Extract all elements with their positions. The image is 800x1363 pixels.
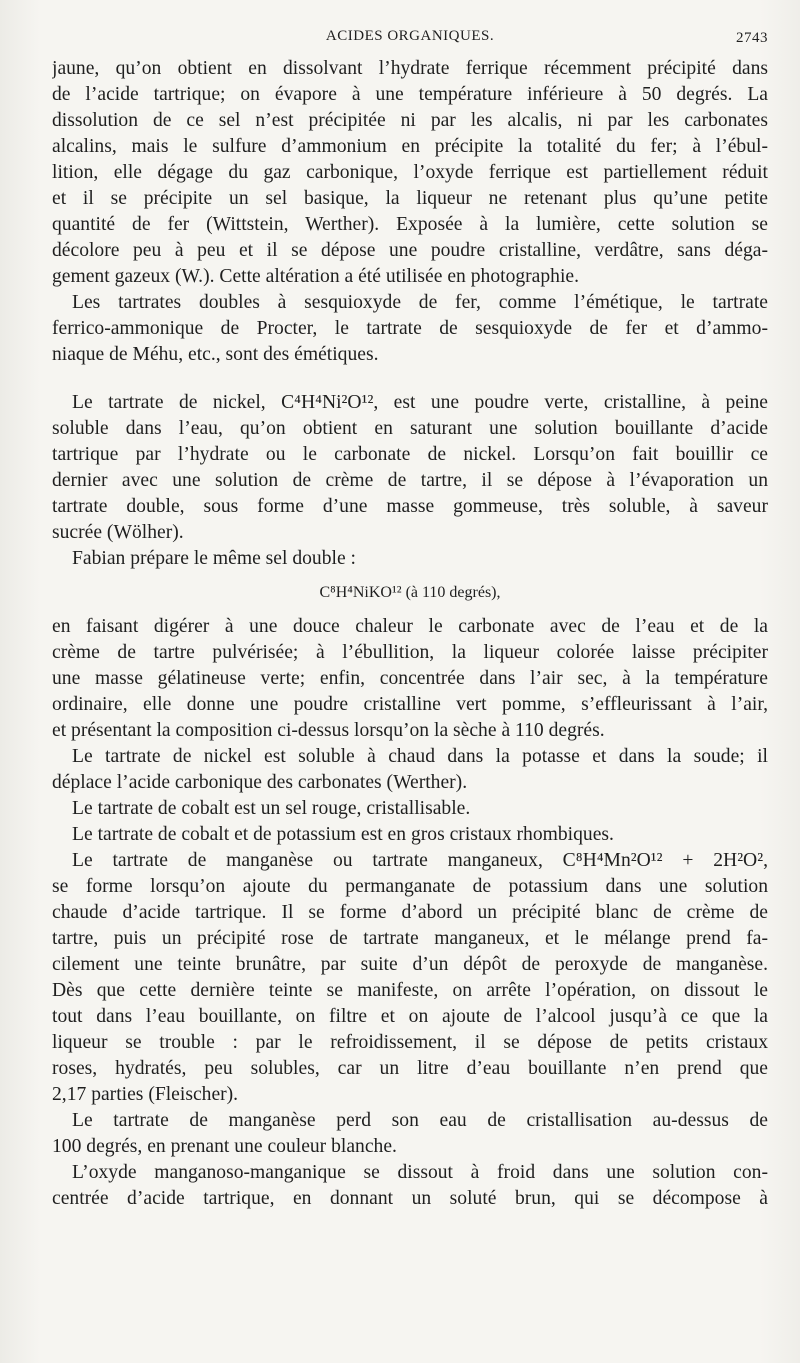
text-line: cilement une teinte brunâtre, par suite d’un dépôt de peroxyde de manganèse. xyxy=(52,954,768,975)
text-line: crème de tartre pulvérisée; à l’ébullition, la liqueur colorée laisse précipiter xyxy=(52,642,768,663)
paragraph-cobalt-potassium xyxy=(52,822,768,848)
text-line: roses, hydratés, peu solubles, car un litre d’eau bouillante n’en prend que xyxy=(52,1058,768,1079)
paragraph-double-tartrates xyxy=(52,290,768,368)
text-line: Le tartrate de manganèse perd son eau de cristallisation au-dessus de xyxy=(72,1110,768,1131)
text-line: Le tartrate de nickel est soluble à chaud dans la potasse et dans la soude; il xyxy=(72,746,768,767)
text-line: décolore peu à peu et il se dépose une poudre cristalline, verdâtre, sans déga- xyxy=(52,240,768,261)
text-line: Le tartrate de manganèse ou tartrate manganeux, C⁸H⁴Mn²O¹² + 2H²O², xyxy=(72,850,768,871)
paragraph-cobalt-tartrate xyxy=(52,796,768,822)
paragraph-manganese-tartrate xyxy=(52,848,768,1108)
text-line: Fabian prépare le même sel double : xyxy=(72,548,357,569)
paragraph-preparation xyxy=(52,614,768,744)
text-line: liqueur se trouble : par le refroidissement, il se dépose de petits cristaux xyxy=(52,1032,768,1053)
text-line: et présentant la composition ci-dessus lorsqu’on la sèche à 110 degrés. xyxy=(52,720,605,741)
text-line: L’oxyde manganoso-manganique se dissout à froid dans une solution con- xyxy=(72,1162,768,1183)
text-line: une masse gélatineuse verte; enfin, concentrée dans l’air sec, à la température xyxy=(52,668,768,689)
text-line: gement gazeux (W.). Cette altération a été utilisée en photographie. xyxy=(52,266,580,287)
text-line: déplace l’acide carbonique des carbonates (Werther). xyxy=(52,772,468,793)
text-line: Le tartrate de nickel, C⁴H⁴Ni²O¹², est une poudre verte, cristalline, à peine xyxy=(72,392,768,413)
text-line: chaude d’acide tartrique. Il se forme d’abord un précipité blanc de crème de xyxy=(52,902,768,923)
text-line: tartrate double, sous forme d’une masse gommeuse, très soluble, à saveur xyxy=(52,496,768,517)
text-line: tartrique par l’hydrate ou le carbonate de nickel. Lorsqu’on fait bouillir ce xyxy=(52,444,768,465)
text-line: 100 degrés, en prenant une couleur blanche. xyxy=(52,1136,397,1157)
text-line: et il se précipite un sel basique, la liqueur ne retenant plus qu’une petite xyxy=(52,188,768,209)
text-line: ordinaire, elle donne une poudre cristalline vert pomme, s’effleurissant à l’air, xyxy=(52,694,768,715)
text-line: centrée d’acide tartrique, en donnant un soluté brun, qui se décompose à xyxy=(52,1188,768,1209)
paragraph-nickel-tartrate xyxy=(52,390,768,546)
text-line: lition, elle dégage du gaz carbonique, l’oxyde ferrique est partiellement réduit xyxy=(52,162,768,183)
page-number: 2743 xyxy=(736,30,768,46)
text-line: dernier avec une solution de crème de tartre, il se dépose à l’évaporation un xyxy=(52,470,768,491)
text-line: niaque de Méhu, etc., sont des émétiques. xyxy=(52,344,379,365)
text-line: se forme lorsqu’on ajoute du permanganate de potassium dans une solution xyxy=(52,876,768,897)
text-line: Dès que cette dernière teinte se manifeste, on arrête l’opération, on dissout le xyxy=(52,980,768,1001)
running-header xyxy=(52,24,768,48)
text-line: en faisant digérer à une douce chaleur le carbonate avec de l’eau et de la xyxy=(52,616,768,637)
paragraph-manganese-water xyxy=(52,1108,768,1160)
text-line: sucrée (Wölher). xyxy=(52,522,184,543)
text-line: jaune, qu’on obtient en dissolvant l’hydrate ferrique récemment précipité dans xyxy=(52,58,768,79)
paragraph-fabian xyxy=(52,546,768,572)
text-line: tout dans l’eau bouillante, on filtre et on ajoute de l’alcool jusqu’à ce que la xyxy=(52,1006,768,1027)
paragraph-ferric-tartrate xyxy=(52,56,768,290)
text-line: ferrico-ammonique de Procter, le tartrate de sesquioxyde de fer et d’ammo- xyxy=(52,318,768,339)
header-title: ACIDES ORGANIQUES. xyxy=(325,28,495,44)
text-line: quantité de fer (Wittstein, Werther). Exposée à la lumière, cette solution se xyxy=(52,214,768,235)
text-line: 2,17 parties (Fleischer). xyxy=(52,1084,239,1105)
text-line: Les tartrates doubles à sesquioxyde de fer, comme l’émétique, le tartrate xyxy=(72,292,768,313)
text-line: dissolution de ce sel n’est précipitée ni par les alcalis, ni par les carbonates xyxy=(52,110,768,131)
page-body xyxy=(52,56,768,1212)
text-line: Le tartrate de cobalt est un sel rouge, cristallisable. xyxy=(72,798,471,819)
text-line: tartre, puis un précipité rose de tartrate manganeux, et le mélange prend fa- xyxy=(52,928,768,949)
text-line: de l’acide tartrique; on évapore à une température inférieure à 50 degrés. La xyxy=(52,84,768,105)
text-line: Le tartrate de cobalt et de potassium est en gros cristaux rhombiques. xyxy=(72,824,614,845)
formula-line: C⁸H⁴NiKO¹² (à 110 degrés), xyxy=(319,584,501,601)
text-line: soluble dans l’eau, qu’on obtient en saturant une solution bouillante d’acide xyxy=(52,418,768,439)
paragraph-nickel-solubility xyxy=(52,744,768,796)
text-line: alcalins, mais le sulfure d’ammonium en précipite la totalité du fer; à l’ébul- xyxy=(52,136,768,157)
paragraph-manganoso-oxide xyxy=(52,1160,768,1212)
